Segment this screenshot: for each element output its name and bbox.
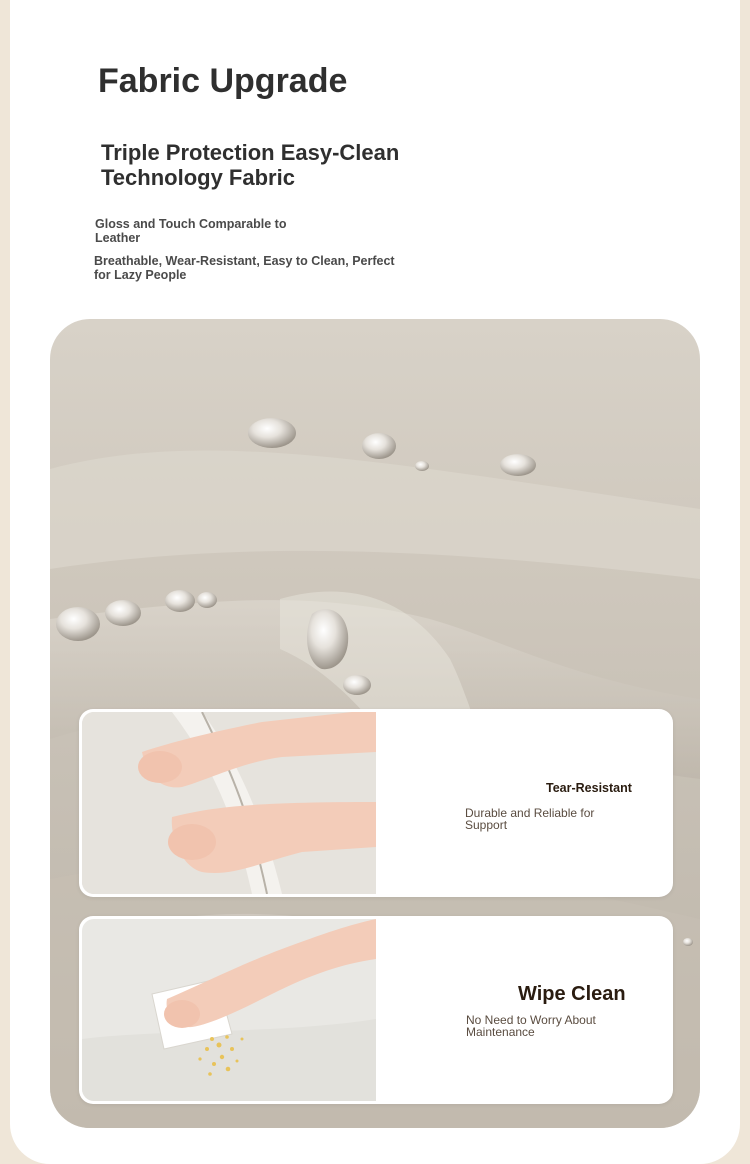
card-heading-tear-resistant: Tear-Resistant (546, 781, 632, 795)
card-text-tear-resistant: Durable and Reliable for Support (465, 806, 595, 832)
feature-card-tear-resistant (79, 709, 673, 897)
tear-resistant-photo (82, 712, 376, 894)
feature-card-wipe-clean (79, 916, 673, 1104)
feature-text-breathable: Breathable, Wear-Resistant, Easy to Clean, Perfect for Lazy People (94, 254, 395, 282)
page-title: Fabric Upgrade (98, 62, 348, 100)
card-text-wipe-clean: No Need to Worry About Maintenance (466, 1013, 596, 1039)
page-subtitle: Triple Protection Easy-Clean Technology Fabric (101, 140, 400, 190)
card-heading-wipe-clean: Wipe Clean (518, 983, 626, 1005)
hands-stretching-fabric-icon (82, 712, 376, 894)
hand-wiping-crumbs-icon (82, 919, 376, 1101)
wipe-clean-photo (82, 919, 376, 1101)
feature-text-gloss: Gloss and Touch Comparable to Leather (95, 217, 287, 245)
